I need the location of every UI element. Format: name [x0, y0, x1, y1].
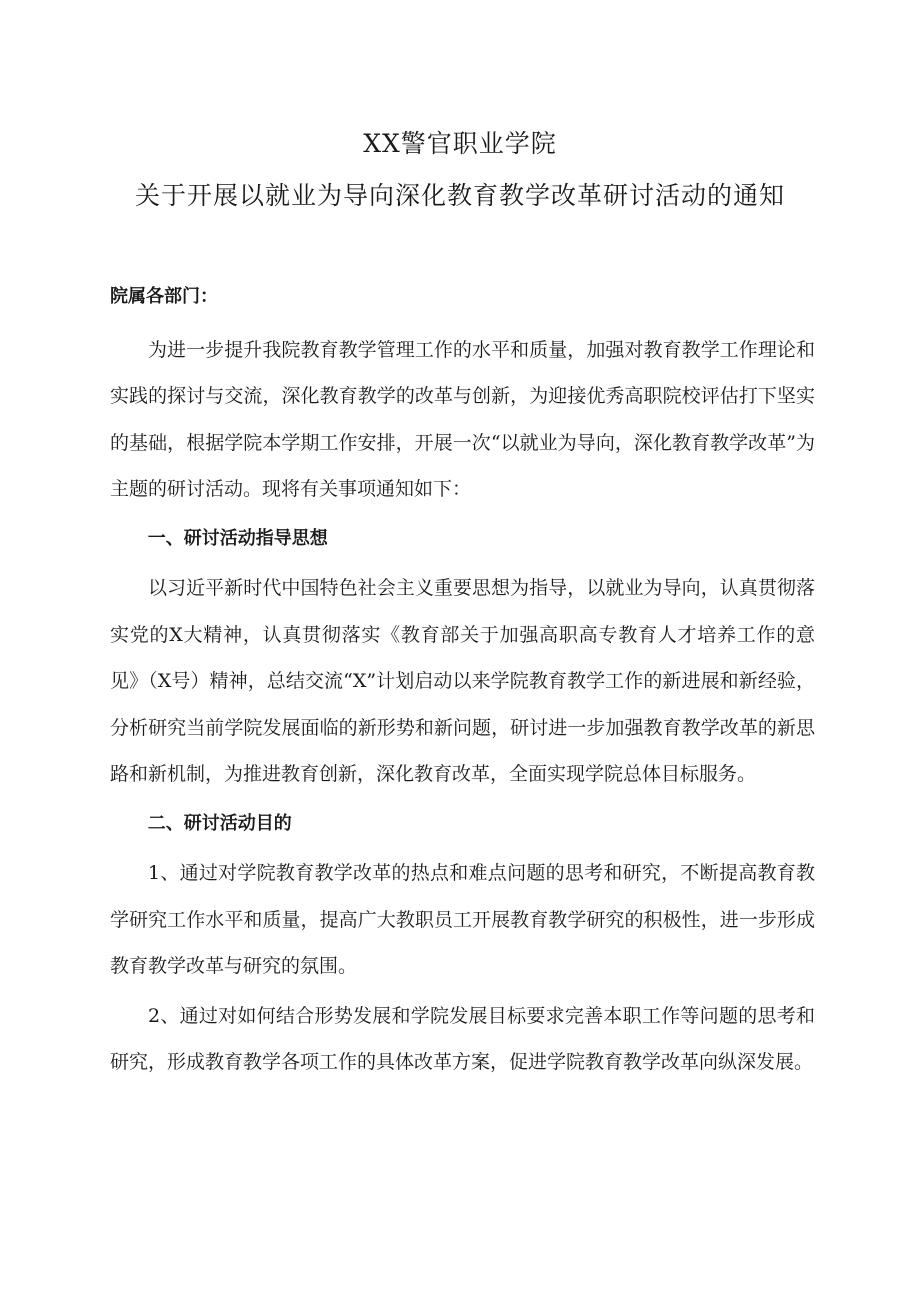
section-2-heading: 二、研讨活动目的	[147, 812, 292, 834]
section-2-item-2: 2、通过对如何结合形势发展和学院发展目标要求完善本职工作等问题的思考和研究，形成教育教学各项工作的具体改革方案，促进学院教育教学改革向纵深发展。	[110, 1004, 815, 1073]
section-1-paragraph: 以习近平新时代中国特色社会主义重要思想为指导，以就业为导向，认真贯彻落实党的X大精神，认真贯彻落实《教育部关于加强高职高专教育人才培养工作的意见》（X号）精神，总结交流“X”计划启动以来学院教育教学工作的新进展和新经验，分析研究当前学院发展面临的新形势和新问题，研讨进一步加强教育教学改革的新思路和新机制，为推进教育创新，深化教育改革，全面实现学院总体目标服务。	[110, 577, 815, 785]
document-title-notice: 关于开展以就业为导向深化教育教学改革研讨活动的通知	[134, 181, 785, 210]
document-title-institution: XX警官职业学院	[363, 129, 557, 158]
intro-paragraph: 为进一步提升我院教育教学管理工作的水平和质量，加强对教育教学工作理论和实践的探讨与交流，深化教育教学的改革与创新，为迎接优秀高职院校评估打下坚实的基础，根据学院本学期工作安排，开展一次“以就业为导向，深化教育教学改革”为主题的研讨活动。现将有关事项通知如下：	[110, 338, 815, 500]
section-1-heading: 一、研讨活动指导思想	[147, 527, 328, 549]
document-body	[110, 274, 815, 1086]
section-2-item-1: 1、通过对学院教育教学改革的热点和难点问题的思考和研究，不断提高教育教学研究工作水平和质量，提高广大教职员工开展教育教学研究的积极性，进一步形成教育教学改革与研究的氛围。	[110, 862, 815, 977]
salutation: 院属各部门：	[110, 286, 218, 307]
